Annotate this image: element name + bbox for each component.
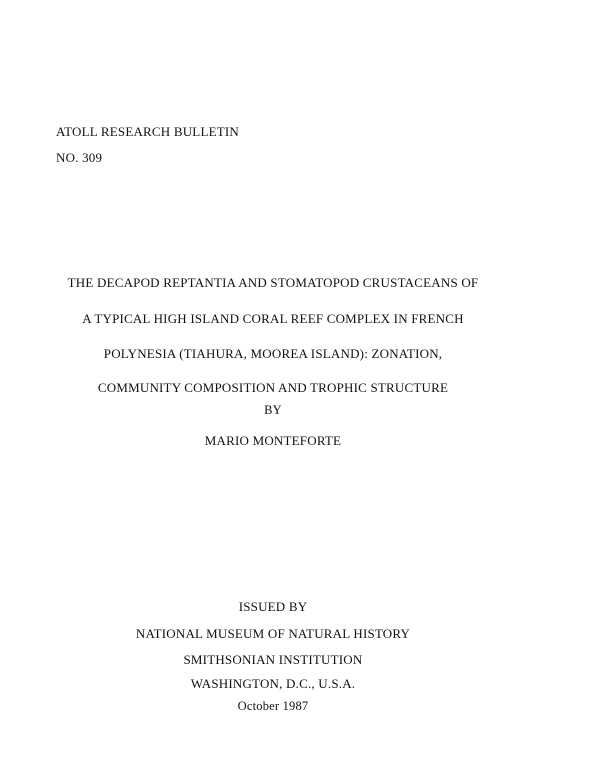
issued-by-label: ISSUED BY <box>238 599 308 614</box>
publication-date: October 1987 <box>237 699 309 713</box>
by-label: BY <box>264 403 282 417</box>
issuer-location: WASHINGTON, D.C., U.S.A. <box>190 676 356 691</box>
issuer-museum: NATIONAL MUSEUM OF NATURAL HISTORY <box>135 626 411 641</box>
title-line-1: THE DECAPOD REPTANTIA AND STOMATOPOD CRUSTACEANS OF <box>67 275 479 290</box>
bulletin-series: ATOLL RESEARCH BULLETIN <box>56 124 239 139</box>
author-name: MARIO MONTEFORTE <box>204 433 342 448</box>
title-line-3: POLYNESIA (TIAHURA, MOOREA ISLAND): ZONATION, <box>103 346 443 361</box>
title-line-4: COMMUNITY COMPOSITION AND TROPHIC STRUCTURE <box>97 380 449 395</box>
title-line-2: A TYPICAL HIGH ISLAND CORAL REEF COMPLEX IN FRENCH <box>82 311 464 326</box>
bulletin-number: NO. 309 <box>56 150 103 165</box>
issuer-institution: SMITHSONIAN INSTITUTION <box>183 652 363 667</box>
